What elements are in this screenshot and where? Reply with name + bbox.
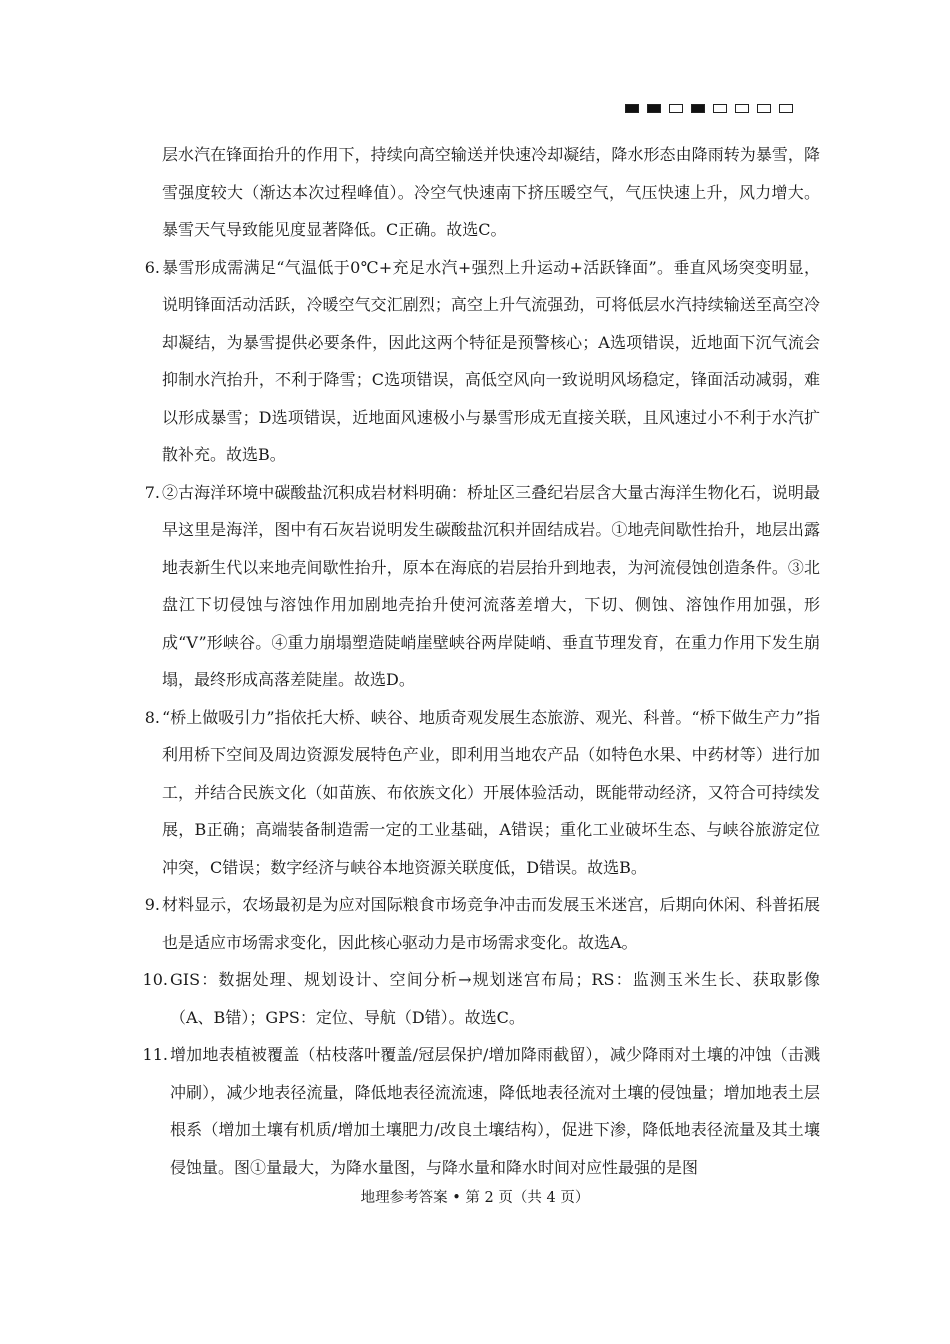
answer-number: 11. (142, 1045, 168, 1064)
page-footer: 地理参考答案 • 第 2 页（共 4 页） (360, 1190, 590, 1206)
answer-item (130, 886, 820, 961)
answer-item (130, 1036, 820, 1186)
progress-mark (669, 104, 683, 113)
answer-number: 10. (142, 970, 168, 989)
progress-mark (713, 104, 727, 113)
answer-content (130, 136, 820, 1186)
answer-text: ②古海洋环境中碳酸盐沉积成岩材料明确：桥址区三叠纪岩层含大量古海洋生物化石，说明最早这里是海洋，图中有石灰岩说明发生碳酸盐沉积并固结成岩。①地壳间歇性抬升，地层出露地表新生代以来地壳间歇性抬升，原本在海底的岩层抬升到地表，为河流侵蚀创造条件。③北盘江下切侵蚀与溶蚀作用加剧地壳抬升使河流落差增大，下切、侧蚀、溶蚀作用加强，形成“V”形峡谷。④重力崩塌塑造陡峭崖壁峡谷两岸陡峭、垂直节理发育，在重力作用下发生崩塌，最终形成高落差陡崖。故选D。 (162, 482, 820, 689)
continued-paragraph: 层水汽在锋面抬升的作用下，持续向高空输送并快速冷却凝结，降水形态由降雨转为暴雪，降雪强度较大（渐达本次过程峰值）。冷空气快速南下挤压暖空气，气压快速上升，风力增大。暴雪天气导致能见度显著降低。C正确。故选C。 (162, 145, 820, 239)
answer-text: 增加地表植被覆盖（枯枝落叶覆盖/冠层保护/增加降雨截留），减少降雨对土壤的冲蚀（击溅冲刷），减少地表径流量，降低地表径流流速，降低地表径流对土壤的侵蚀量；增加地表土层根系（增加土壤有机质/增加土壤肥力/改良土壤结构），促进下渗，降低地表径流量及其土壤侵蚀量。图①量最大，为降水量图，与降水量和降水时间对应性最强的是图 (170, 1045, 820, 1177)
answer-text: “桥上做吸引力”指依托大桥、峡谷、地质奇观发展生态旅游、观光、科普。“桥下做生产力”指利用桥下空间及周边资源发展特色产业，即利用当地农产品（如特色水果、中药材等）进行加工，并结合民族文化（如苗族、布依族文化）开展体验活动，既能带动经济，又符合可持续发展，B正确；高端装备制造需一定的工业基础，A错误；重化工业破坏生态、与峡谷旅游定位冲突，C错误；数字经济与峡谷本地资源关联度低，D错误。故选B。 (162, 707, 820, 877)
progress-mark (625, 104, 639, 113)
answer-item (130, 699, 820, 887)
answer-text: 材料显示，农场最初是为应对国际粮食市场竞争冲击而发展玉米迷宫，后期向休闲、科普拓展也是适应市场需求变化，因此核心驱动力是市场需求变化。故选A。 (162, 895, 820, 952)
progress-mark (735, 104, 749, 113)
answer-number: 9. (144, 895, 160, 914)
answer-number: 6. (144, 257, 160, 277)
answer-item (130, 249, 820, 474)
progress-mark (779, 104, 793, 113)
answer-number: 8. (144, 707, 160, 727)
progress-mark (647, 104, 661, 113)
answer-text: 暴雪形成需满足“气温低于0℃+充足水汽+强烈上升运动+活跃锋面”。垂直风场突变明显，说明锋面活动活跃，冷暖空气交汇剧烈；高空上升气流强劲，可将低层水汽持续输送至高空冷却凝结，为暴雪提供必要条件，因此这两个特征是预警核心；A选项错误，近地面下沉气流会抑制水汽抬升，不利于降雪；C选项错误，高低空风向一致说明风场稳定，锋面活动减弱，难以形成暴雪；D选项错误，近地面风速极小与暴雪形成无直接关联，且风速过小不利于水汽扩散补充。故选B。 (162, 257, 820, 464)
answer-item (130, 961, 820, 1036)
answer-text: GIS：数据处理、规划设计、空间分析→规划迷宫布局；RS：监测玉米生长、获取影像（A、B错）；GPS：定位、导航（D错）。故选C。 (170, 970, 820, 1027)
progress-mark (757, 104, 771, 113)
answer-item (130, 474, 820, 699)
progress-mark (691, 104, 705, 113)
answer-number: 7. (144, 482, 160, 502)
page-progress-marks (625, 104, 793, 113)
